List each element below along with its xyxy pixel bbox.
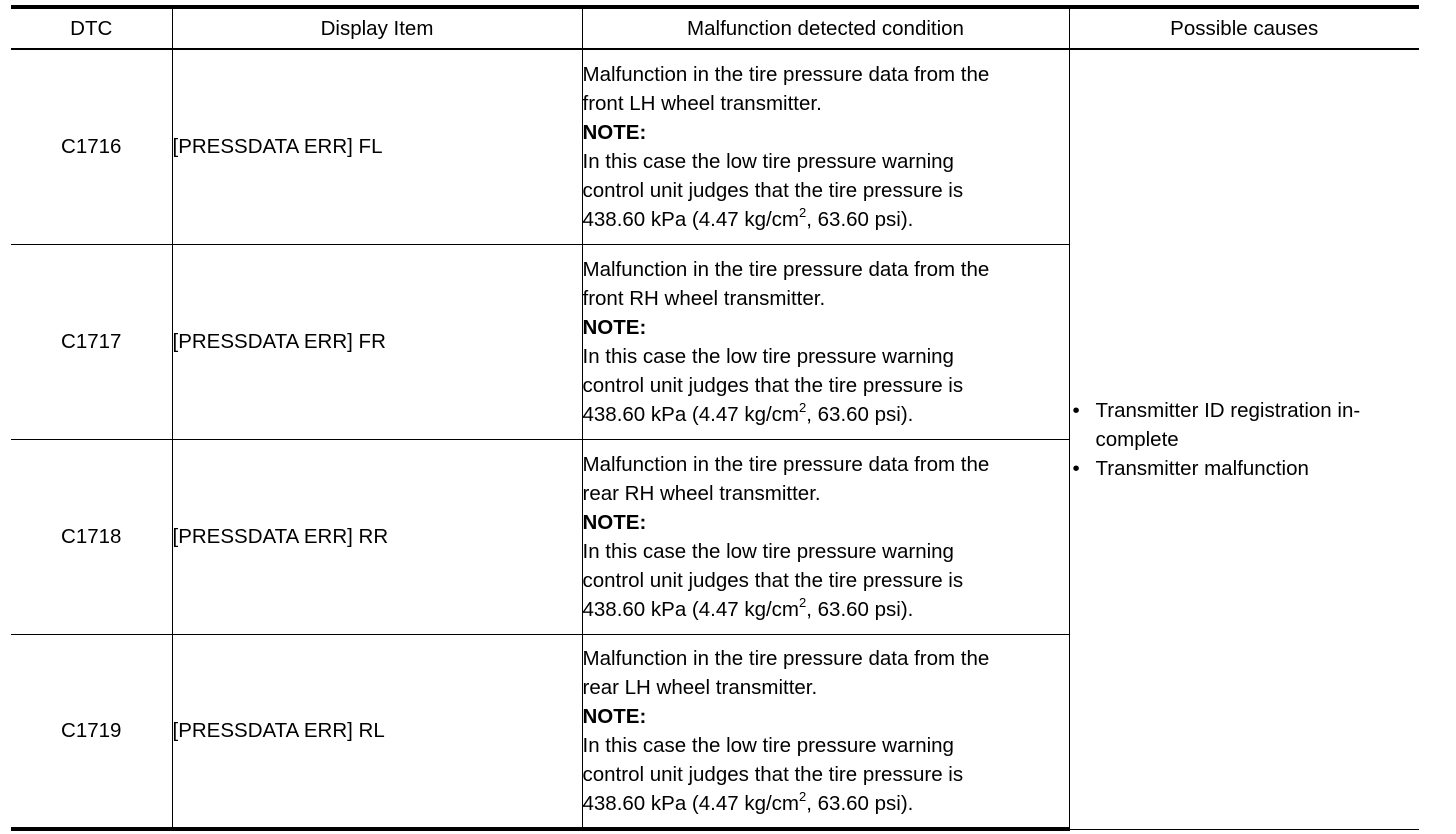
header-possible-causes: Possible causes — [1069, 7, 1419, 49]
note-line: control unit judges that the tire pressure is — [582, 762, 964, 786]
bullet-icon: • — [1072, 456, 1080, 480]
note-line: control unit judges that the tire pressure is — [582, 178, 964, 202]
header-dtc: DTC — [11, 7, 172, 49]
table-header-row — [11, 7, 1419, 49]
dtc-code: C1719 — [11, 634, 172, 829]
pressure-prefix: 438.60 kPa (4.47 kg/cm — [582, 402, 800, 426]
condition-line: front RH wheel transmitter. — [582, 286, 826, 310]
cause-item — [1070, 454, 1420, 483]
note-line: In this case the low tire pressure warning — [582, 539, 954, 563]
pressure-exponent: 2 — [799, 204, 807, 220]
cause-item — [1070, 396, 1420, 454]
note-line: In this case the low tire pressure warning — [582, 733, 954, 757]
pressure-prefix: 438.60 kPa (4.47 kg/cm — [582, 207, 800, 231]
possible-causes-cell — [1069, 49, 1419, 829]
pressure-exponent: 2 — [799, 594, 807, 610]
note-line: control unit judges that the tire pressure is — [582, 568, 964, 592]
condition-cell — [582, 244, 1069, 439]
condition-cell — [582, 439, 1069, 634]
condition-line: rear RH wheel transmitter. — [582, 481, 821, 505]
condition-line: Malfunction in the tire pressure data from the — [582, 646, 990, 670]
condition-line: rear LH wheel transmitter. — [582, 675, 818, 699]
dtc-code: C1718 — [11, 439, 172, 634]
cause-text-line: Transmitter malfunction — [1095, 456, 1309, 480]
pressure-value — [583, 789, 1069, 818]
pressure-suffix: , 63.60 psi). — [806, 402, 914, 426]
pressure-exponent: 2 — [799, 788, 807, 804]
condition-cell — [582, 634, 1069, 829]
note-line: control unit judges that the tire pressure is — [582, 373, 964, 397]
cause-text-line: complete — [1095, 427, 1179, 451]
note-label: NOTE: — [582, 510, 647, 534]
pressure-exponent: 2 — [799, 399, 807, 415]
condition-line: Malfunction in the tire pressure data from the — [582, 62, 990, 86]
note-line: In this case the low tire pressure warning — [582, 149, 954, 173]
condition-line: Malfunction in the tire pressure data from the — [582, 452, 990, 476]
pressure-value — [583, 595, 1069, 624]
note-label: NOTE: — [582, 120, 647, 144]
note-line: In this case the low tire pressure warning — [582, 344, 954, 368]
pressure-prefix: 438.60 kPa (4.47 kg/cm — [582, 597, 800, 621]
pressure-suffix: , 63.60 psi). — [806, 791, 914, 815]
pressure-value — [583, 400, 1069, 429]
pressure-suffix: , 63.60 psi). — [806, 207, 914, 231]
condition-cell — [582, 49, 1069, 244]
bullet-icon: • — [1072, 398, 1080, 422]
condition-line: front LH wheel transmitter. — [582, 91, 822, 115]
header-display-item: Display Item — [172, 7, 582, 49]
cause-text-line: Transmitter ID registration in- — [1095, 398, 1361, 422]
pressure-suffix: , 63.60 psi). — [806, 597, 914, 621]
display-item: [PRESSDATA ERR] RL — [172, 634, 582, 829]
dtc-code: C1717 — [11, 244, 172, 439]
header-condition: Malfunction detected condition — [582, 7, 1069, 49]
display-item: [PRESSDATA ERR] FL — [172, 49, 582, 244]
causes-list — [1070, 396, 1420, 483]
display-item: [PRESSDATA ERR] RR — [172, 439, 582, 634]
note-label: NOTE: — [582, 315, 647, 339]
note-label: NOTE: — [582, 704, 647, 728]
dtc-code: C1716 — [11, 49, 172, 244]
table-row — [11, 49, 1419, 244]
display-item: [PRESSDATA ERR] FR — [172, 244, 582, 439]
dtc-table — [11, 5, 1419, 831]
pressure-value — [583, 205, 1069, 234]
condition-line: Malfunction in the tire pressure data from the — [582, 257, 990, 281]
pressure-prefix: 438.60 kPa (4.47 kg/cm — [582, 791, 800, 815]
